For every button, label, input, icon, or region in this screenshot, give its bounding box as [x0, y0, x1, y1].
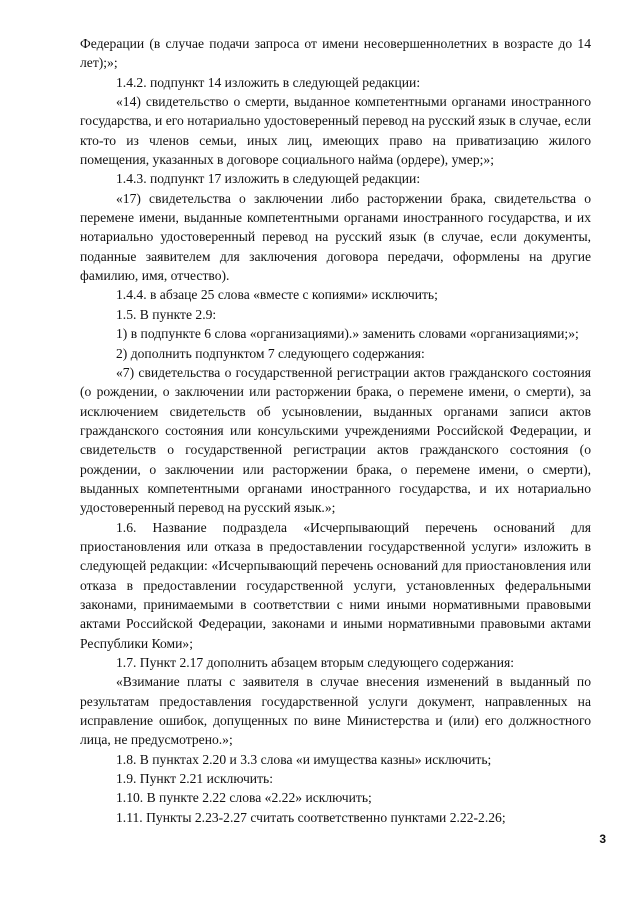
paragraph-p12: 1.7. Пункт 2.17 дополнить абзацем вторым следующего содержания:	[116, 655, 515, 670]
paragraph-p15: 1.9. Пункт 2.21 исключить:	[116, 771, 273, 787]
paragraph-p03: «14) свидетельство о смерти, выданное компетентными органами иностранного государства, и его нотариально удостоверенный перевод на русский язык в случае, если кто-то из членов семьи, иных лиц, имеющих право на приватизацию жилого помещения, указанных в договоре социального найма (ордере), умер;»;	[80, 94, 591, 168]
paragraph-p04: 1.4.3. подпункт 17 изложить в следующей редакции:	[116, 171, 421, 187]
paragraph-p01: Федерации (в случае подачи запроса от имени несовершеннолетних в возрасте до 14 лет);»;	[80, 36, 591, 71]
paragraph-p16: 1.10. В пункте 2.22 слова «2.22» исключить;	[116, 790, 372, 806]
paragraph-p08: 1) в подпункте 6 слова «организациями).» заменить словами «организациями;»;	[116, 326, 579, 342]
paragraph-p02: 1.4.2. подпункт 14 изложить в следующей редакции:	[116, 74, 421, 90]
page-number: 3	[599, 832, 606, 846]
paragraph-p11: 1.6. Название подраздела «Исчерпывающий перечень оснований для приостановления или отказа в предоставлении государственной услуги» изложить в следующей редакции: «Исчерпывающий перечень оснований для приостановления или отказа в предоставлении государственной услуги, установленных федеральными законами, принимаемыми в соответствии с ними иными нормативными правовыми актами Российской Федерации, законами и иными нормативными правовыми актами Республики Коми»;	[80, 519, 591, 651]
paragraph-p10: «7) свидетельства о государственной регистрации актов гражданского состояния (о рождении, о заключении или расторжении брака, о перемене имени, о смерти), за исключением свидетельств об усыновлении, выданных органами записи актов гражданского состояния или консульскими учреждениями Российской Федерации, и свидетельств о государственной регистрации актов гражданского состояния (о рождении, о заключении или расторжении брака, о перемене имени, о смерти), выданных компетентными органами иностранного государства, и их нотариально удостоверенный перевод на русский язык.»;	[80, 364, 591, 516]
paragraph-p17: 1.11. Пункты 2.23-2.27 считать соответственно пунктами 2.22-2.26;	[116, 809, 506, 825]
paragraph-p09: 2) дополнить подпунктом 7 следующего содержания:	[116, 345, 425, 361]
paragraph-p14: 1.8. В пунктах 2.20 и 3.3 слова «и имущества казны» исключить;	[116, 751, 492, 767]
paragraph-p13: «Взимание платы с заявителя в случае внесения изменений в выданный по результатам предоставления государственной услуги документ, направленных на исправление ошибок, допущенных по вине Министерства и (или) его должностного лица, не предусмотрено.»;	[80, 674, 591, 748]
document-body	[80, 34, 591, 827]
paragraph-p05: «17) свидетельства о заключении либо расторжении брака, свидетельства о перемене имени, выданные компетентными органами иностранного государства, и их нотариально удостоверенный перевод на русский язык (в случае, если документы, поданные заявителем для заключения договора передачи, оформлены на другие фамилию, имя, отчество).	[80, 190, 591, 284]
paragraph-p07: 1.5. В пункте 2.9:	[116, 306, 217, 322]
paragraph-p06: 1.4.4. в абзаце 25 слова «вместе с копиями» исключить;	[116, 287, 438, 303]
